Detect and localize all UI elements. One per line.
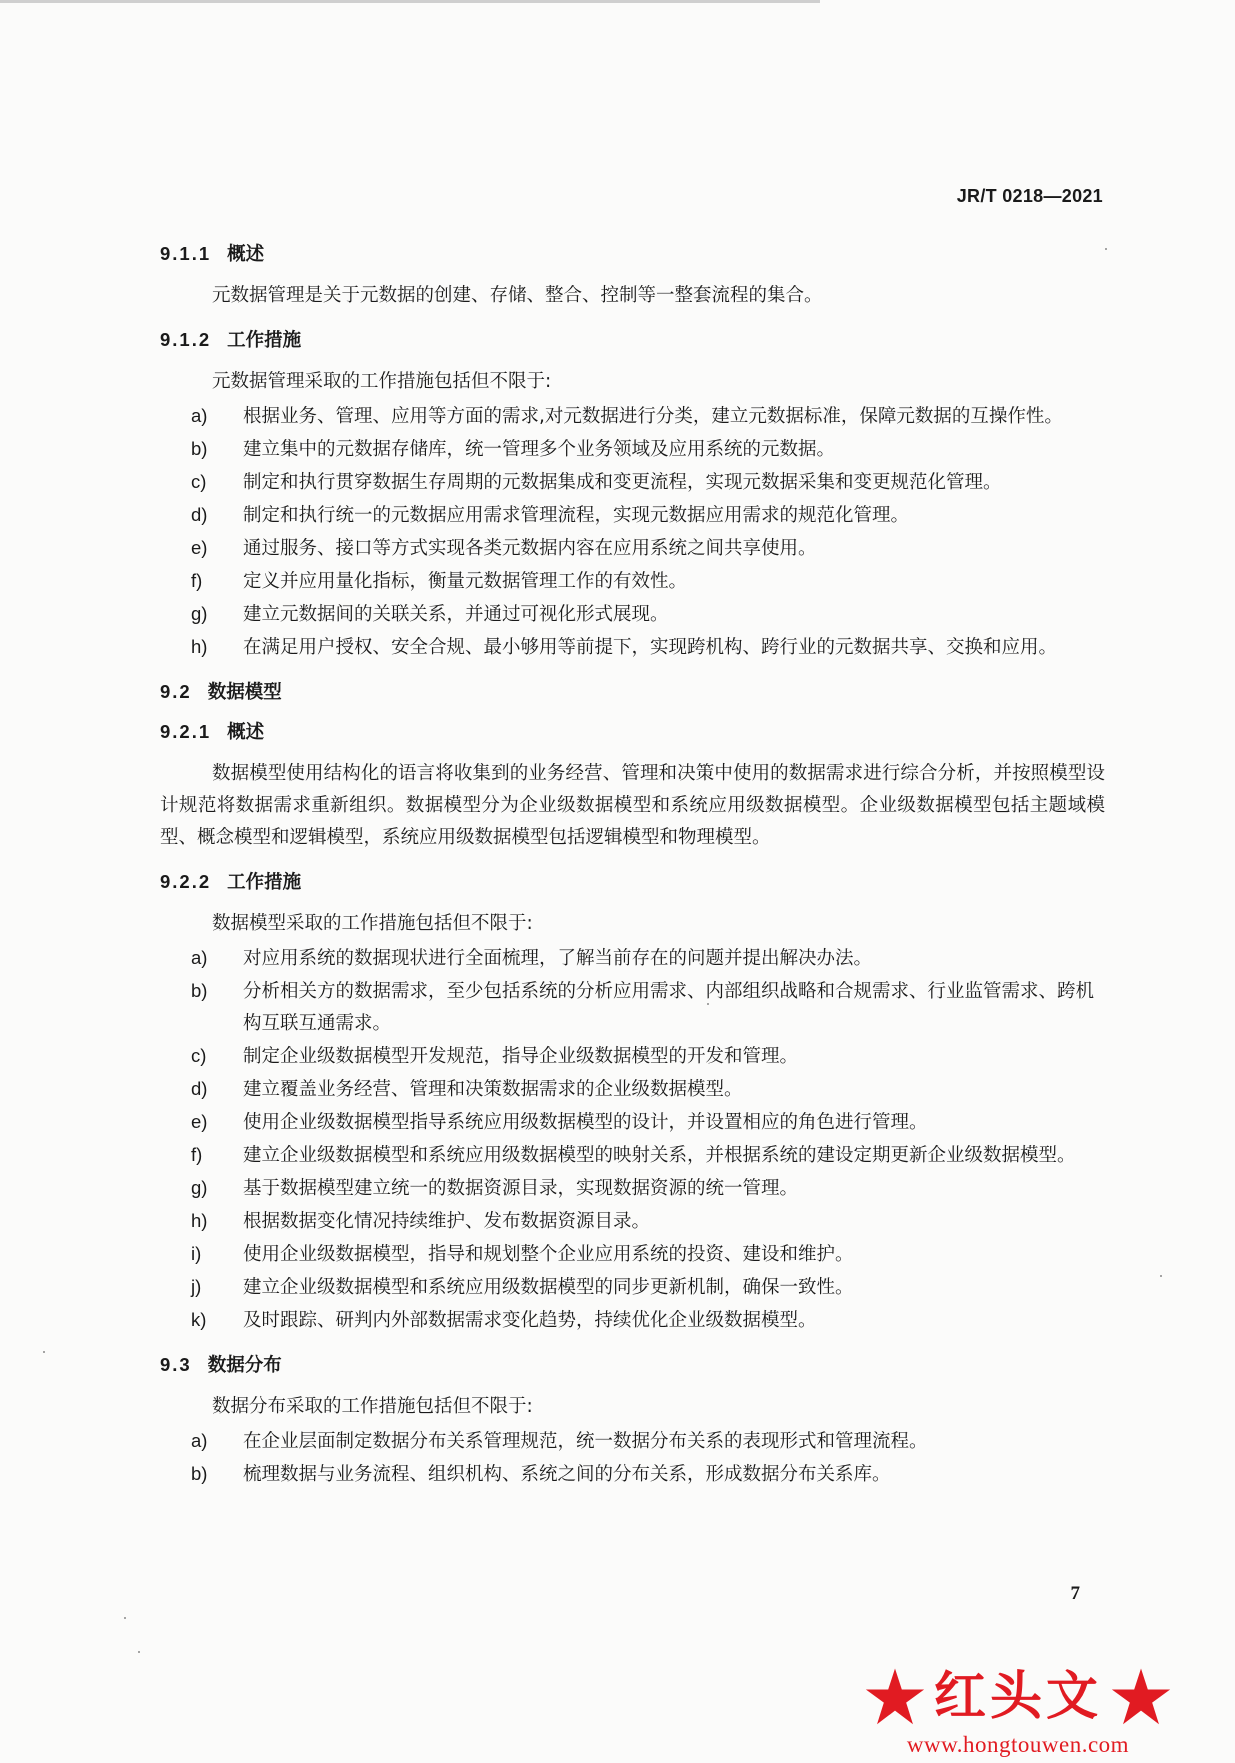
section-title: 数据模型 <box>207 682 282 703</box>
section-heading <box>160 1351 1105 1377</box>
list-item-text: 分析相关方的数据需求，至少包括系统的分析应用需求、内部组织战略和合规需求、行业监管需求、跨机构互联互通需求。 <box>243 981 1095 1034</box>
list-item <box>160 1073 1105 1106</box>
list-item-marker: a) <box>191 1430 208 1451</box>
list-item <box>160 942 1105 975</box>
list-item-text: 根据业务、管理、应用等方面的需求,对元数据进行分类，建立元数据标准，保障元数据的互操作性。 <box>243 406 1063 427</box>
section-heading <box>160 240 1105 266</box>
list-item <box>160 433 1105 466</box>
list-item <box>160 631 1105 664</box>
scan-speck <box>124 1617 126 1619</box>
list-item-marker: j) <box>191 1276 202 1297</box>
list-item-marker: g) <box>191 1177 208 1198</box>
list-item <box>160 1458 1105 1491</box>
list-item <box>160 1172 1105 1205</box>
list-item <box>160 565 1105 598</box>
section-number: 9.3 <box>160 1354 192 1375</box>
scan-speck <box>1105 248 1107 250</box>
intro-paragraph: 元数据管理采取的工作措施包括但不限于: <box>212 371 552 392</box>
scan-speck <box>707 1003 709 1005</box>
section-title: 工作措施 <box>227 330 302 351</box>
list-item-text: 在企业层面制定数据分布关系管理规范，统一数据分布关系的表现形式和管理流程。 <box>243 1431 928 1452</box>
list-item-marker: f) <box>191 1144 203 1165</box>
list-item <box>160 400 1105 433</box>
star-icon <box>864 1666 926 1728</box>
section-heading <box>160 326 1105 352</box>
document-code: JR/T 0218—2021 <box>956 186 1103 206</box>
list-item <box>160 499 1105 532</box>
list-item-marker: e) <box>191 1111 208 1132</box>
list-item-text: 使用企业级数据模型，指导和规划整个企业应用系统的投资、建设和维护。 <box>243 1244 854 1265</box>
list-item-marker: c) <box>191 1045 207 1066</box>
section-heading <box>160 718 1105 744</box>
body-paragraph: 数据模型使用结构化的语言将收集到的业务经营、管理和决策中使用的数据需求进行综合分析，并按照模型设计规范将数据需求重新组织。数据模型分为企业级数据模型和系统应用级数据模型。企业级数据模型包括主题域模型、概念模型和逻辑模型，系统应用级数据模型包括逻辑模型和物理模型。 <box>160 763 1105 848</box>
section-heading <box>160 678 1105 704</box>
list-item-text: 对应用系统的数据现状进行全面梳理，了解当前存在的问题并提出解决办法。 <box>243 948 873 969</box>
section-title: 工作措施 <box>227 872 302 893</box>
list-item <box>160 1271 1105 1304</box>
list-item-text: 制定和执行贯穿数据生存周期的元数据集成和变更流程，实现元数据采集和变更规范化管理。 <box>243 472 1002 493</box>
page-number: 7 <box>1070 1583 1080 1604</box>
list-item-marker: d) <box>191 504 208 525</box>
list-item <box>160 1238 1105 1271</box>
list-item-text: 建立集中的元数据存储库，统一管理多个业务领域及应用系统的元数据。 <box>243 439 836 460</box>
list-item-text: 基于数据模型建立统一的数据资源目录，实现数据资源的统一管理。 <box>243 1178 799 1199</box>
scan-speck <box>138 1651 140 1653</box>
list-item-marker: d) <box>191 1078 208 1099</box>
list-item <box>160 1425 1105 1458</box>
list-item-marker: a) <box>191 405 208 426</box>
list-item <box>160 1040 1105 1073</box>
document-body <box>160 240 1105 1491</box>
list-item-marker: c) <box>191 471 207 492</box>
list-item <box>160 1106 1105 1139</box>
list-item <box>160 1304 1105 1337</box>
list-item-text: 建立元数据间的关联关系，并通过可视化形式展现。 <box>243 604 669 625</box>
list-item-marker: b) <box>191 1463 208 1484</box>
list-item-text: 制定企业级数据模型开发规范，指导企业级数据模型的开发和管理。 <box>243 1046 799 1067</box>
list-item <box>160 598 1105 631</box>
list-item-marker: k) <box>191 1309 207 1330</box>
list-item-text: 根据数据变化情况持续维护、发布数据资源目录。 <box>243 1211 651 1232</box>
list-item <box>160 1205 1105 1238</box>
list-item-text: 制定和执行统一的元数据应用需求管理流程，实现元数据应用需求的规范化管理。 <box>243 505 910 526</box>
watermark-logo <box>828 1666 1208 1756</box>
section-number: 9.1.2 <box>160 329 212 350</box>
list-item-text: 建立覆盖业务经营、管理和决策数据需求的企业级数据模型。 <box>243 1079 743 1100</box>
list-item-text: 梳理数据与业务流程、组织机构、系统之间的分布关系，形成数据分布关系库。 <box>243 1464 891 1485</box>
list-item-text: 及时跟踪、研判内外部数据需求变化趋势，持续优化企业级数据模型。 <box>243 1310 817 1331</box>
section-number: 9.2.1 <box>160 721 212 742</box>
list-item <box>160 532 1105 565</box>
list-item-text: 建立企业级数据模型和系统应用级数据模型的同步更新机制，确保一致性。 <box>243 1277 854 1298</box>
list-item-marker: b) <box>191 438 208 459</box>
section-title: 概述 <box>227 722 265 743</box>
section-number: 9.2.2 <box>160 871 212 892</box>
list-item-marker: h) <box>191 1210 208 1231</box>
section-heading <box>160 868 1105 894</box>
list-item-marker: e) <box>191 537 208 558</box>
list-item-marker: g) <box>191 603 208 624</box>
scan-speck <box>1160 1275 1162 1277</box>
list-item-text: 在满足用户授权、安全合规、最小够用等前提下，实现跨机构、跨行业的元数据共享、交换和应用。 <box>243 637 1058 658</box>
section-title: 概述 <box>227 244 265 265</box>
list-item-marker: b) <box>191 980 208 1001</box>
intro-paragraph: 数据模型采取的工作措施包括但不限于: <box>212 913 533 934</box>
list-item-text: 使用企业级数据模型指导系统应用级数据模型的设计，并设置相应的角色进行管理。 <box>243 1112 928 1133</box>
list-item-text: 通过服务、接口等方式实现各类元数据内容在应用系统之间共享使用。 <box>243 538 817 559</box>
list-item-text: 定义并应用量化指标，衡量元数据管理工作的有效性。 <box>243 571 688 592</box>
section-number: 9.1.1 <box>160 243 212 264</box>
list-item-marker: a) <box>191 947 208 968</box>
list-item-marker: i) <box>191 1243 202 1264</box>
star-icon <box>1110 1666 1172 1728</box>
list-item <box>160 975 1105 1040</box>
list-item-marker: h) <box>191 636 208 657</box>
watermark-url: www.hongtouwen.com <box>906 1732 1130 1757</box>
list-item-text: 建立企业级数据模型和系统应用级数据模型的映射关系，并根据系统的建设定期更新企业级数据模型。 <box>243 1145 1076 1166</box>
list-item-marker: f) <box>191 570 203 591</box>
top-edge-rule <box>0 0 820 3</box>
intro-paragraph: 数据分布采取的工作措施包括但不限于: <box>212 1396 533 1417</box>
intro-paragraph: 元数据管理是关于元数据的创建、存储、整合、控制等一整套流程的集合。 <box>212 285 823 306</box>
section-title: 数据分布 <box>207 1355 282 1376</box>
watermark-title: 红头文 <box>933 1666 1102 1727</box>
scan-speck <box>43 1351 45 1353</box>
section-number: 9.2 <box>160 681 192 702</box>
list-item <box>160 1139 1105 1172</box>
list-item <box>160 466 1105 499</box>
